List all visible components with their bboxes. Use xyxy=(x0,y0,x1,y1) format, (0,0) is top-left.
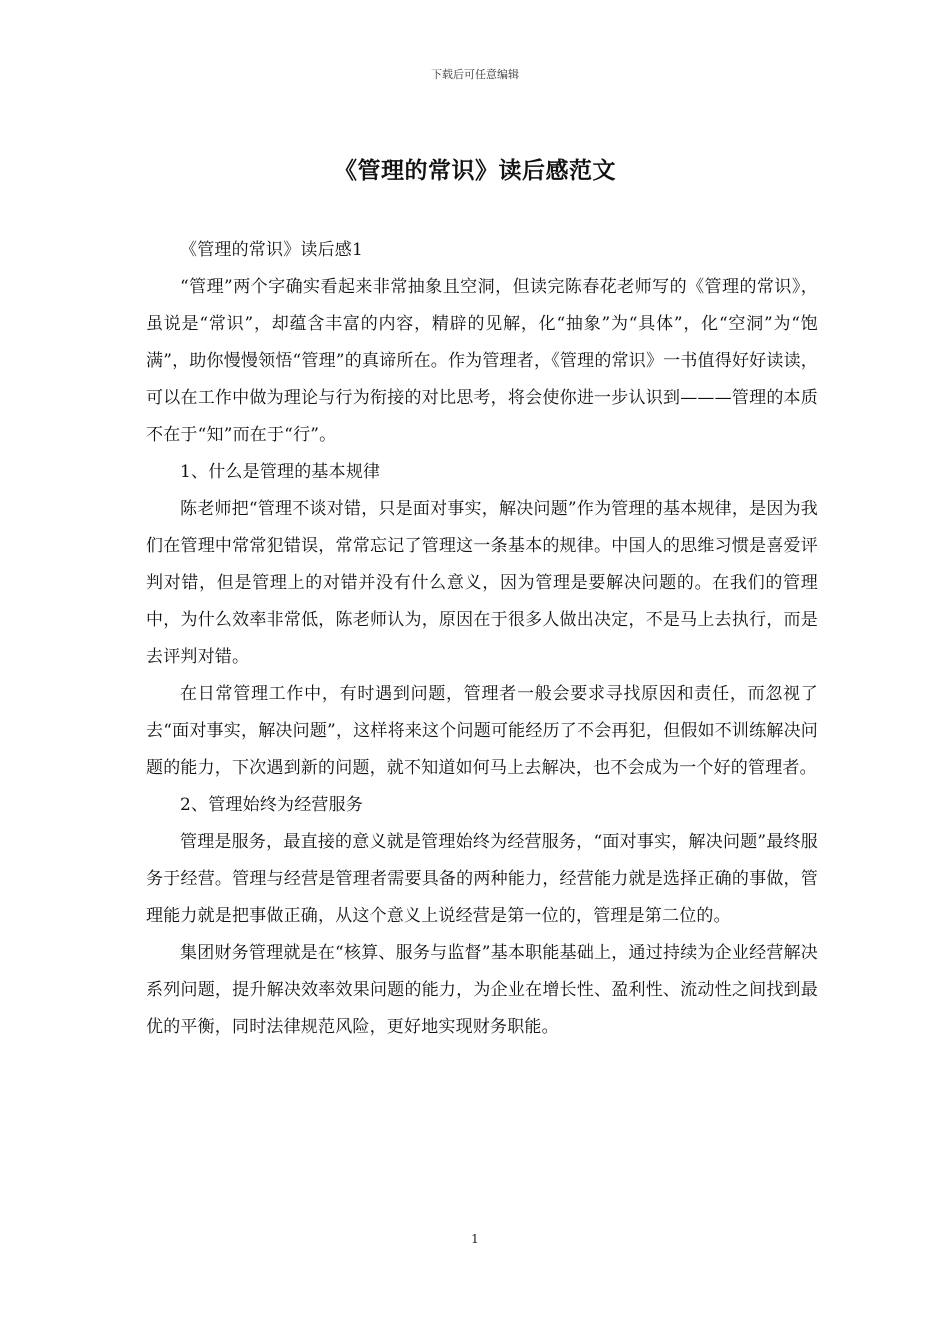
page-number: 1 xyxy=(471,1232,479,1246)
subtitle-paragraph: 《管理的常识》读后感1 xyxy=(180,240,364,260)
document-body xyxy=(146,232,818,1046)
section-heading: 1、什么是管理的基本规律 xyxy=(180,462,381,482)
body-paragraph: “管理”两个字确实看起来非常抽象且空洞，但读完陈春花老师写的《管理的常识》，虽说是“常识”，却蕴含丰富的内容，精辟的见解，化“抽象”为“具体”，化“空洞”为“饱满”，助你慢慢领悟“管理”的真谛所在。作为管理者，《管理的常识》一书值得好好读读，可以在工作中做为理论与行为衔接的对比思考，将会使你进一步认识到———管理的本质不在于“知”而在于“行”。 xyxy=(146,277,818,445)
body-paragraph: 管理是服务，最直接的意义就是管理始终为经营服务，“面对事实，解决问题”最终服务于经营。管理与经营是管理者需要具备的两种能力，经营能力就是选择正确的事做，管理能力就是把事做正确，从这个意义上说经营是第一位的，管理是第二位的。 xyxy=(146,832,818,926)
page-header-note: 下载后可任意编辑 xyxy=(431,68,519,81)
section-heading: 2、管理始终为经营服务 xyxy=(180,795,364,815)
body-paragraph: 集团财务管理就是在“核算、服务与监督”基本职能基础上，通过持续为企业经营解决系列问题，提升解决效率效果问题的能力，为企业在增长性、盈利性、流动性之间找到最优的平衡，同时法律规范风险，更好地实现财务职能。 xyxy=(146,943,818,1037)
body-paragraph: 陈老师把“管理不谈对错，只是面对事实，解决问题”作为管理的基本规律，是因为我们在管理中常常犯错误，常常忘记了管理这一条基本的规律。中国人的思维习惯是喜爱评判对错，但是管理上的对错并没有什么意义，因为管理是要解决问题的。在我们的管理中，为什么效率非常低，陈老师认为，原因在于很多人做出决定，不是马上去执行，而是去评判对错。 xyxy=(146,499,818,667)
document-title: 《管理的常识》读后感范文 xyxy=(334,157,616,184)
body-paragraph: 在日常管理工作中，有时遇到问题，管理者一般会要求寻找原因和责任，而忽视了去“面对事实，解决问题”，这样将来这个问题可能经历了不会再犯，但假如不训练解决问题的能力，下次遇到新的问题，就不知道如何马上去解决，也不会成为一个好的管理者。 xyxy=(146,684,818,778)
